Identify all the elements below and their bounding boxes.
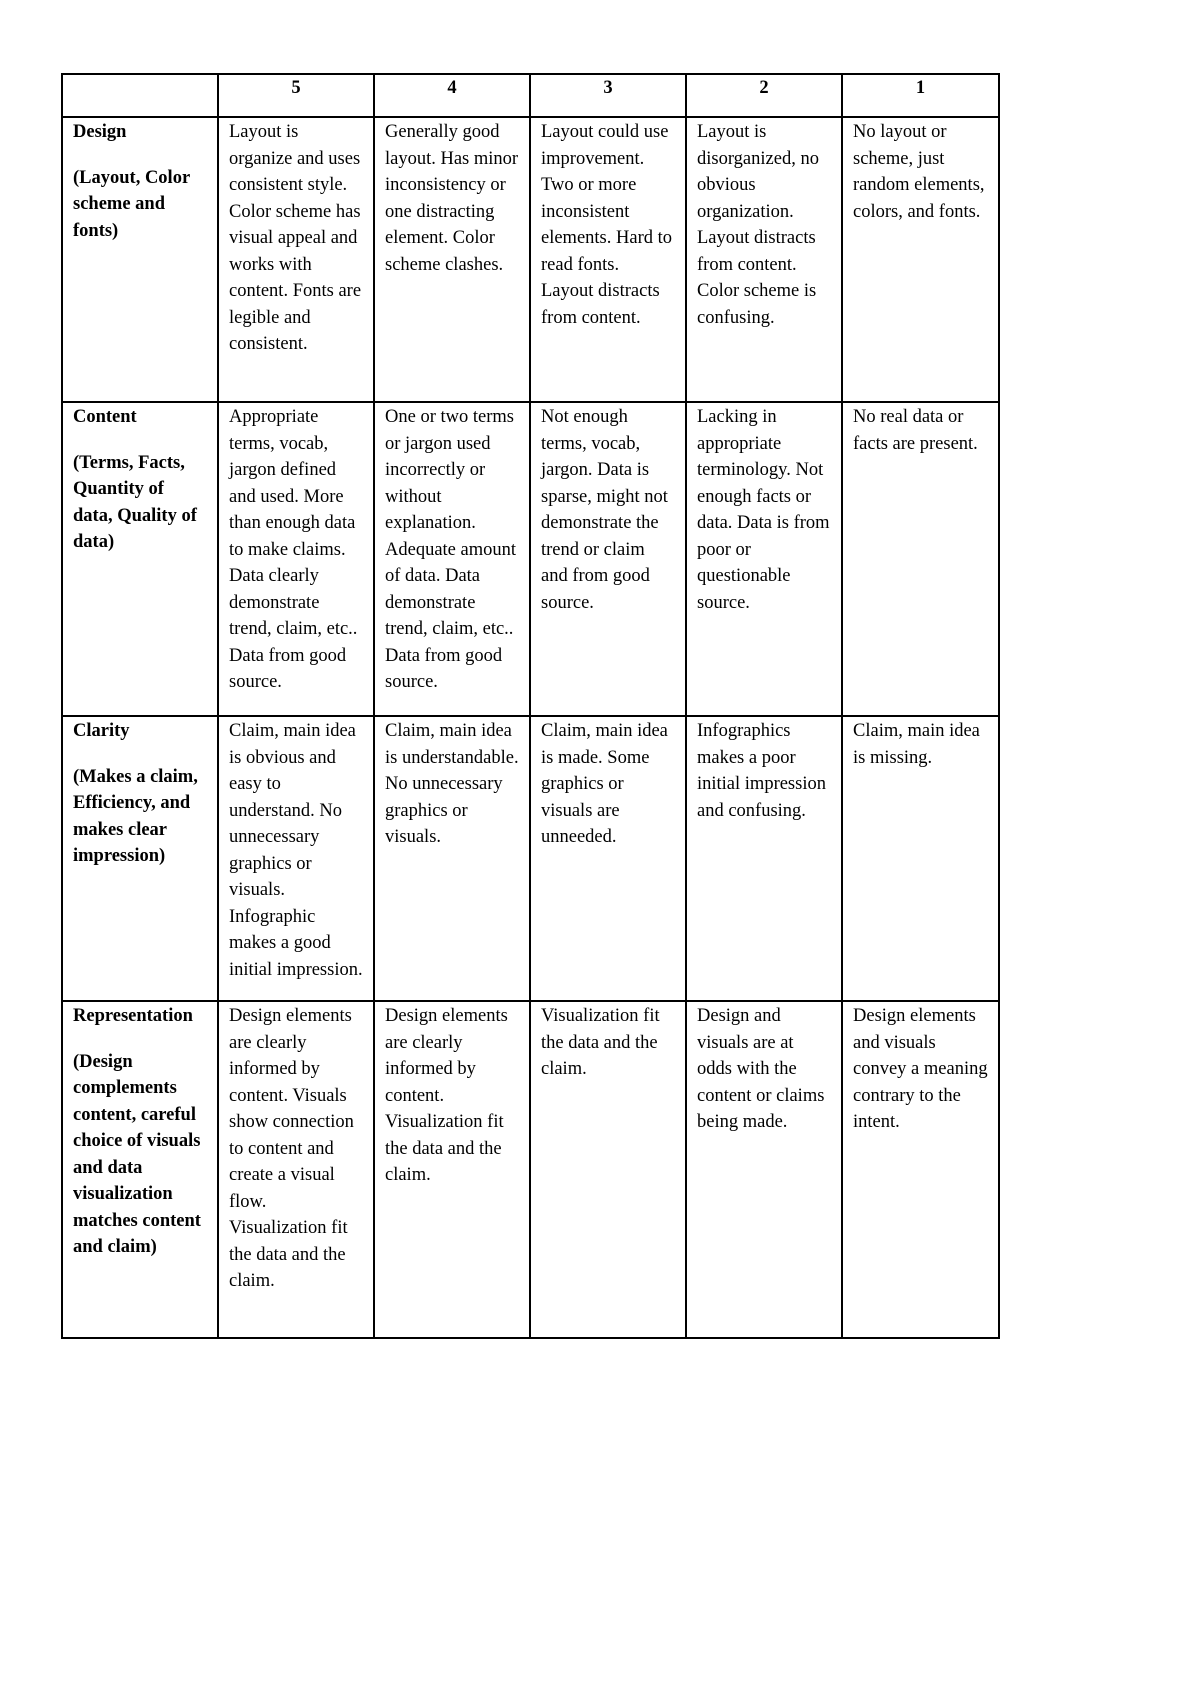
cell-text: Generally good layout. Has minor inconsistency or one distracting element. Color scheme clashes.	[385, 122, 519, 275]
cell-text: Claim, main idea is made. Some graphics or visuals are unneeded.	[541, 721, 668, 847]
cell-text: Design elements are clearly informed by content. Visualization fit the data and the claim.	[385, 1006, 508, 1185]
cell-text: Claim, main idea is understandable. No unnecessary graphics or visuals.	[385, 721, 519, 847]
rubric-cell-clarity-5	[218, 716, 374, 1001]
rubric-cell-clarity-4	[374, 716, 530, 1001]
cell-text: Visualization fit the data and the claim.	[541, 1006, 660, 1079]
cell-text: Layout is disorganized, no obvious organization. Layout distracts from content. Color scheme is confusing.	[697, 122, 819, 328]
rubric-cell-content-4	[374, 402, 530, 716]
cell-text: Design and visuals are at odds with the content or claims being made.	[697, 1006, 825, 1132]
rubric-cell-design-1	[842, 117, 999, 402]
criterion-title: Representation	[73, 1006, 193, 1026]
cell-text: Claim, main idea is missing.	[853, 721, 980, 768]
cell-text: Infographics makes a poor initial impression and confusing.	[697, 721, 826, 821]
criterion-cell-representation	[62, 1001, 218, 1338]
criterion-detail: (Terms, Facts, Quantity of data, Quality of data)	[73, 452, 197, 552]
rubric-cell-design-3	[530, 117, 686, 402]
criterion-detail: (Layout, Color scheme and fonts)	[73, 167, 190, 241]
table-row-clarity	[62, 716, 999, 1001]
rubric-cell-design-5	[218, 117, 374, 402]
criterion-cell-content	[62, 402, 218, 716]
rubric-cell-clarity-2	[686, 716, 842, 1001]
criterion-cell-clarity	[62, 716, 218, 1001]
rubric-cell-content-1	[842, 402, 999, 716]
rubric-cell-representation-1	[842, 1001, 999, 1338]
score-header-5: 5	[218, 74, 374, 117]
cell-text: Design elements and visuals convey a meaning contrary to the intent.	[853, 1006, 988, 1132]
rubric-cell-clarity-3	[530, 716, 686, 1001]
rubric-table	[61, 73, 1000, 1339]
cell-text: Design elements are clearly informed by content. Visuals show connection to content and create a visual flow. Visualization fit the data and the claim.	[229, 1006, 354, 1291]
criterion-title: Clarity	[73, 721, 130, 741]
rubric-cell-design-4	[374, 117, 530, 402]
rubric-cell-representation-3	[530, 1001, 686, 1338]
rubric-cell-content-3	[530, 402, 686, 716]
score-header-1: 1	[842, 74, 999, 117]
criterion-detail: (Makes a claim, Efficiency, and makes clear impression)	[73, 766, 198, 866]
rubric-cell-clarity-1	[842, 716, 999, 1001]
score-header-3: 3	[530, 74, 686, 117]
criterion-title: Content	[73, 407, 137, 427]
cell-text: Layout could use improvement. Two or more inconsistent elements. Hard to read fonts. Layout distracts from content.	[541, 122, 672, 328]
cell-text: No real data or facts are present.	[853, 407, 978, 454]
rubric-cell-design-2	[686, 117, 842, 402]
rubric-cell-representation-2	[686, 1001, 842, 1338]
table-row-representation	[62, 1001, 999, 1338]
criterion-title: Design	[73, 122, 127, 142]
criterion-cell-design	[62, 117, 218, 402]
score-header-2: 2	[686, 74, 842, 117]
rubric-cell-representation-5	[218, 1001, 374, 1338]
rubric-cell-content-5	[218, 402, 374, 716]
cell-text: Appropriate terms, vocab, jargon defined and used. More than enough data to make claims. Data clearly demonstrate trend, claim, etc.. Data from good source.	[229, 407, 358, 692]
cell-text: Layout is organize and uses consistent style. Color scheme has visual appeal and works with content. Fonts are legible and consistent.	[229, 122, 362, 354]
table-row-design	[62, 117, 999, 402]
header-row	[62, 74, 999, 117]
score-header-4: 4	[374, 74, 530, 117]
rubric-cell-content-2	[686, 402, 842, 716]
header-corner-cell	[62, 74, 218, 117]
table-row-content	[62, 402, 999, 716]
cell-text: Lacking in appropriate terminology. Not enough facts or data. Data is from poor or questionable source.	[697, 407, 830, 613]
cell-text: Not enough terms, vocab, jargon. Data is sparse, might not demonstrate the trend or claim and from good source.	[541, 407, 668, 613]
cell-text: No layout or scheme, just random elements, colors, and fonts.	[853, 122, 985, 222]
rubric-cell-representation-4	[374, 1001, 530, 1338]
cell-text: One or two terms or jargon used incorrectly or without explanation. Adequate amount of data. Data demonstrate trend, claim, etc.. Data from good source.	[385, 407, 516, 692]
cell-text: Claim, main idea is obvious and easy to understand. No unnecessary graphics or visuals. Infographic makes a good initial impression.	[229, 721, 363, 980]
criterion-detail: (Design complements content, careful choice of visuals and data visualization matches content and claim)	[73, 1051, 201, 1257]
